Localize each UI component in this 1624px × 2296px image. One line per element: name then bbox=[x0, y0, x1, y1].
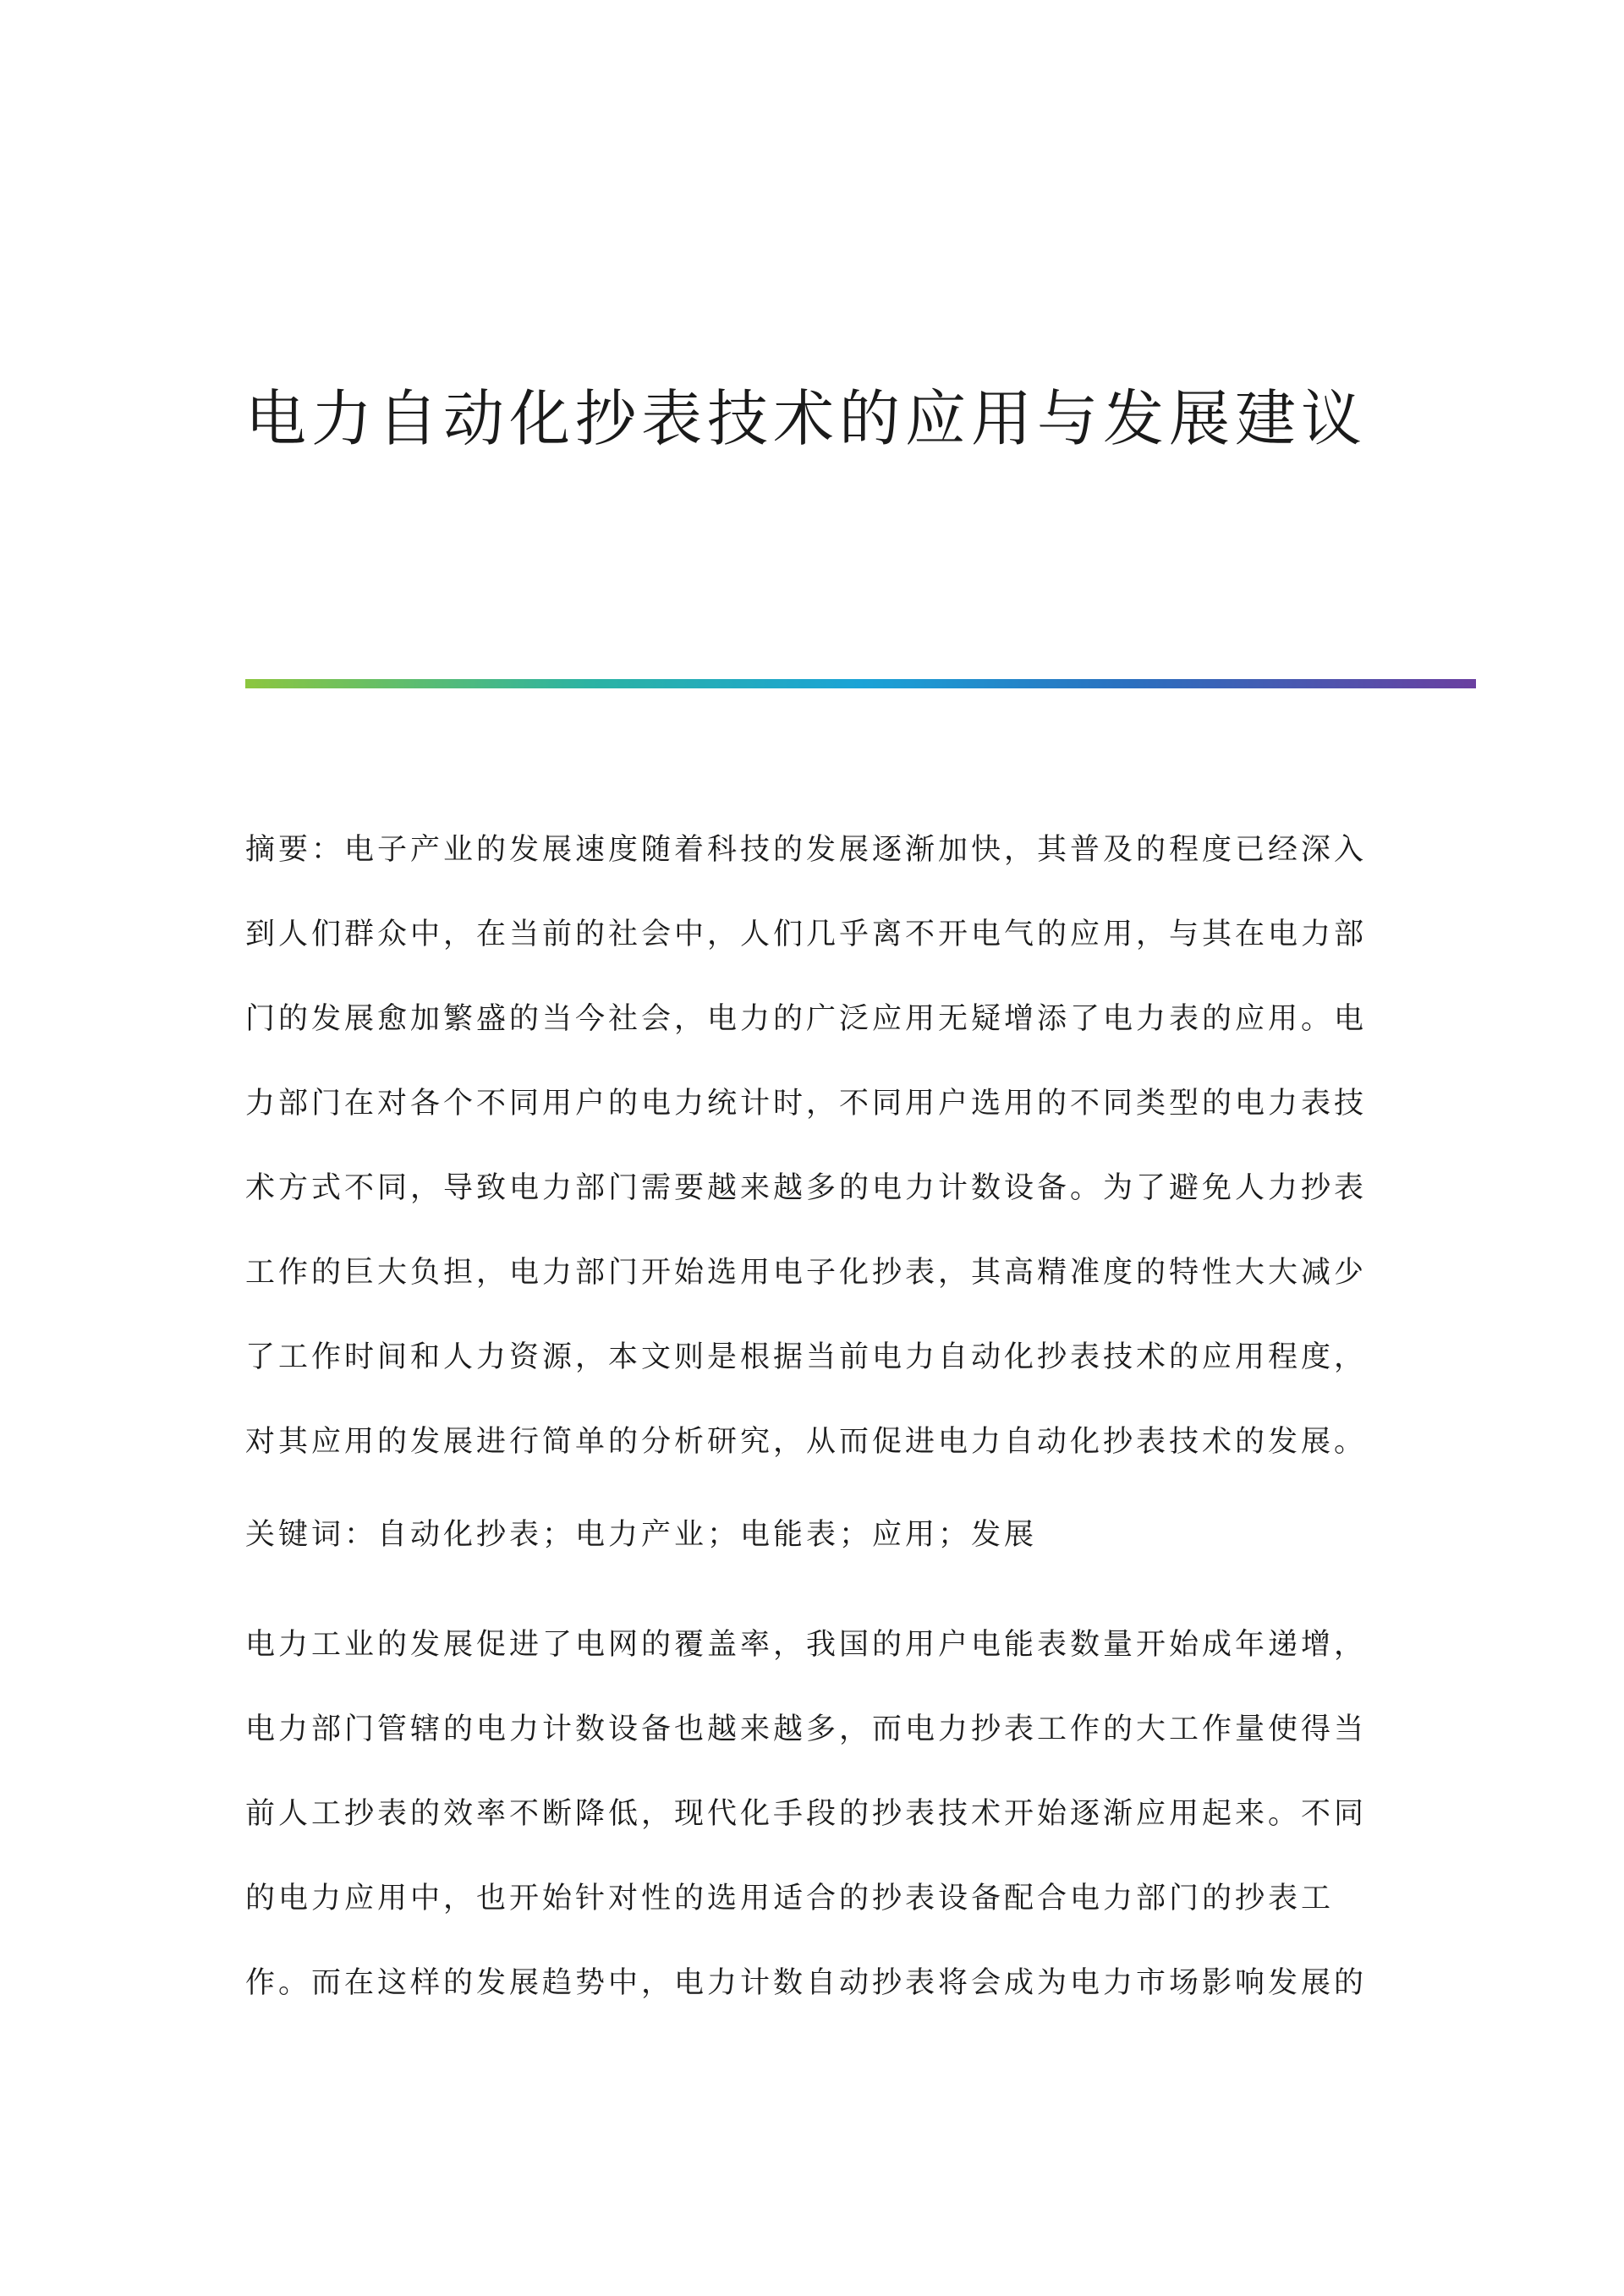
intro-line: 电力工业的发展促进了电网的覆盖率，我国的用户电能表数量开始成年递增， bbox=[245, 1628, 1368, 1662]
title-divider bbox=[245, 679, 1476, 688]
intro-line: 的电力应用中，也开始针对性的选用适合的抄表设备配合电力部门的抄表工 bbox=[245, 1882, 1335, 1915]
abstract-line: 了工作时间和人力资源，本文则是根据当前电力自动化抄表技术的应用程度， bbox=[245, 1340, 1368, 1374]
abstract-line: 术方式不同，导致电力部门需要越来越多的电力计数设备。为了避免人力抄表 bbox=[245, 1171, 1368, 1205]
abstract-line: 对其应用的发展进行简单的分析研究，从而促进电力自动化抄表技术的发展。 bbox=[245, 1425, 1368, 1459]
keywords-line: 关键词：自动化抄表；电力产业；电能表；应用；发展 bbox=[245, 1518, 1038, 1552]
abstract-line: 摘要：电子产业的发展速度随着科技的发展逐渐加快，其普及的程度已经深入 bbox=[245, 833, 1368, 867]
abstract-line: 工作的巨大负担，电力部门开始选用电子化抄表，其高精准度的特性大大减少 bbox=[245, 1256, 1368, 1290]
intro-paragraph bbox=[245, 1603, 1368, 2025]
abstract-line: 到人们群众中，在当前的社会中，人们几乎离不开电气的应用，与其在电力部 bbox=[245, 918, 1368, 951]
intro-line: 前人工抄表的效率不断降低，现代化手段的抄表技术开始逐渐应用起来。不同 bbox=[245, 1797, 1368, 1831]
abstract-block bbox=[245, 808, 1368, 1484]
abstract-line: 门的发展愈加繁盛的当今社会，电力的广泛应用无疑增添了电力表的应用。电 bbox=[245, 1002, 1368, 1036]
intro-line: 作。而在这样的发展趋势中，电力计数自动抄表将会成为电力市场影响发展的 bbox=[245, 1966, 1368, 2000]
abstract-line: 力部门在对各个不同用户的电力统计时，不同用户选用的不同类型的电力表技 bbox=[245, 1087, 1368, 1121]
intro-line: 电力部门管辖的电力计数设备也越来越多，而电力抄表工作的大工作量使得当 bbox=[245, 1712, 1368, 1746]
keywords-block bbox=[245, 1493, 1362, 1577]
document-title: 电力自动化抄表技术的应用与发展建议 bbox=[245, 383, 1368, 454]
